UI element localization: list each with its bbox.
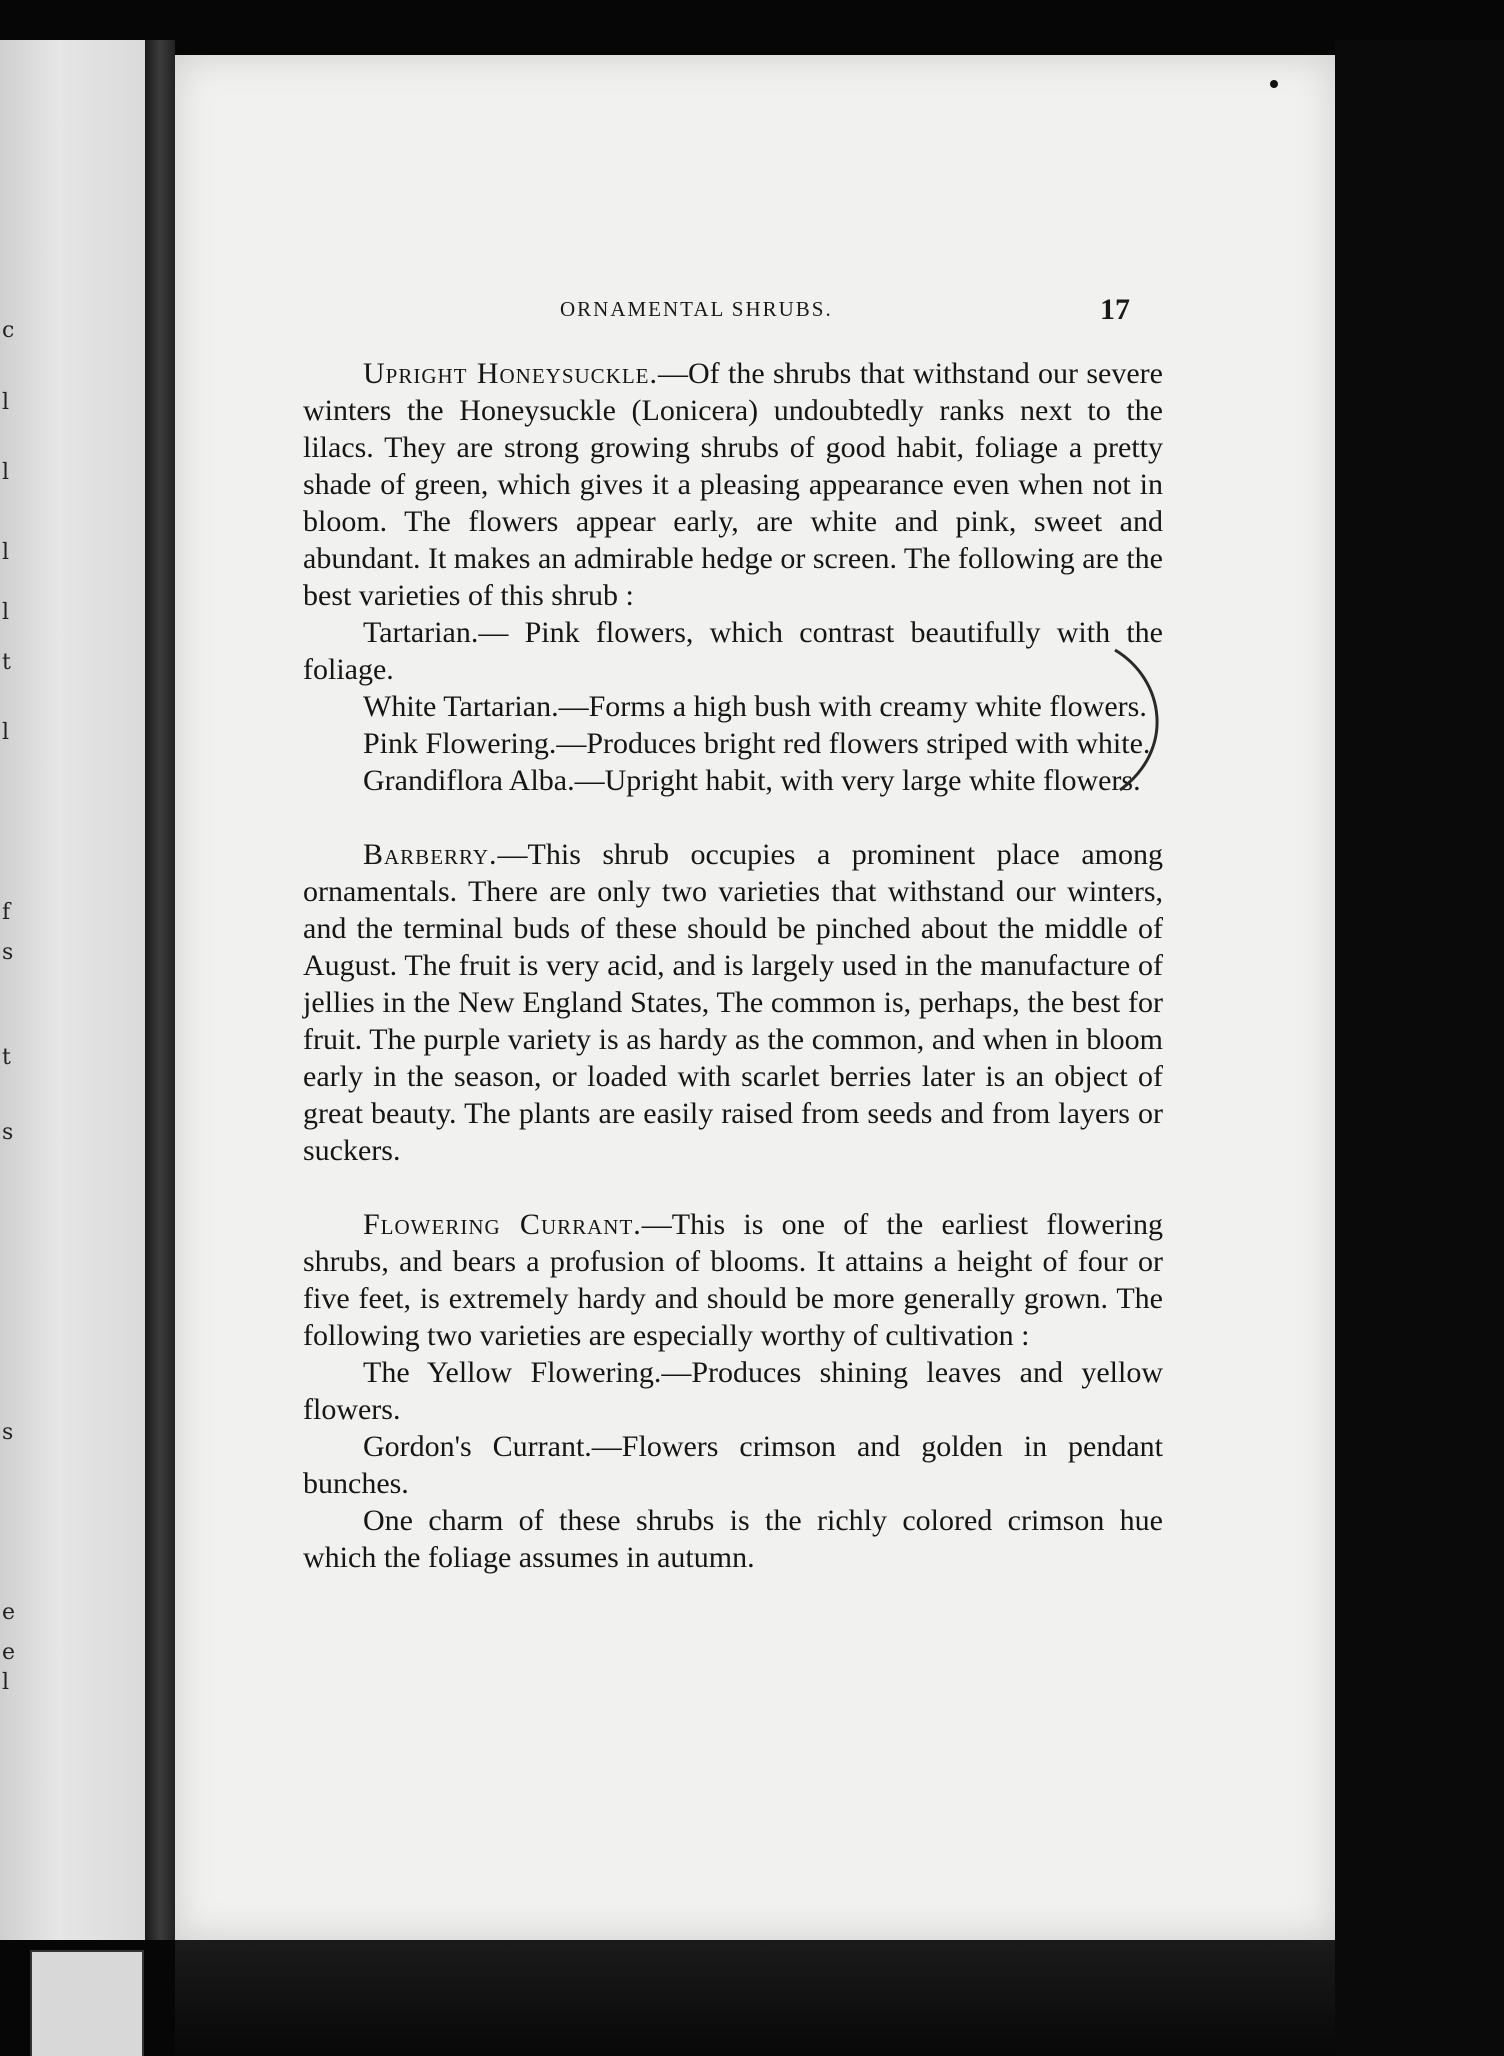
- page-clip: [30, 1950, 144, 2056]
- paragraph: Pink Flowering.—Produces bright red flowers striped with white.: [363, 727, 1151, 760]
- book-page: [175, 55, 1335, 1940]
- running-head-title: ORNAMENTAL SHRUBS.: [560, 297, 833, 321]
- body-text: [303, 355, 1163, 1576]
- section-heading: Upright Honeysuckle.: [363, 357, 659, 390]
- facing-page-edge: c l l l l t l f s t s s e e l: [0, 40, 145, 1940]
- scan-bottom-edge: [175, 1940, 1335, 2056]
- speck: [1270, 80, 1278, 88]
- paragraph: The Yellow Flowering.—Produces shining leaves and yellow flowers.: [303, 1356, 1163, 1426]
- paragraph: Barberry.—This shrub occupies a prominent place among ornamentals. There are only two varieties that withstand our winters, and the terminal buds of these should be pinched about the middle of August. The fruit is very acid, and is largely used in the manufacture of jellies in the New England States, The common is, perhaps, the best for fruit. The purple variety is as hardy as the common, and when in bloom early in the season, or loaded with scarlet berries later is an object of great beauty. The plants are easily raised from seeds and from layers or suckers.: [303, 838, 1163, 1167]
- paragraph: One charm of these shrubs is the richly colored crimson hue which the foliage assumes in autumn.: [303, 1504, 1163, 1574]
- running-head: [175, 293, 1335, 333]
- paragraph: Flowering Currant.—This is one of the earliest flowering shrubs, and bears a profusion of blooms. It attains a height of four or five feet, is extremely hardy and should be more generally grown. The following two varieties are especially worthy of cultivation :: [303, 1208, 1163, 1352]
- book-spine: [145, 40, 175, 1940]
- pencil-bracket-mark: [1105, 640, 1185, 800]
- paragraph: White Tartarian.—Forms a high bush with creamy white flowers.: [363, 690, 1147, 723]
- paragraph: Upright Honeysuckle.—Of the shrubs that withstand our severe winters the Honeysuckle (Lonicera) undoubtedly ranks next to the lilacs. They are strong growing shrubs of good habit, foliage a pretty shade of green, which gives it a pleasing appearance even when not in bloom. The flowers appear early, are white and pink, sweet and abundant. It makes an admirable hedge or screen. The following are the best varieties of this shrub :: [303, 357, 1163, 612]
- page-number: 17: [1100, 293, 1130, 326]
- paragraph: Gordon's Currant.—Flowers crimson and golden in pendant bunches.: [303, 1430, 1163, 1500]
- paragraph: Grandiflora Alba.—Upright habit, with very large white flowers.: [363, 764, 1141, 797]
- scan-background: [1335, 40, 1504, 2056]
- section-heading: Barberry.: [363, 838, 498, 871]
- section-heading: Flowering Currant.: [363, 1208, 642, 1241]
- paragraph: Tartarian.— Pink flowers, which contrast beautifully with the foliage.: [303, 616, 1163, 686]
